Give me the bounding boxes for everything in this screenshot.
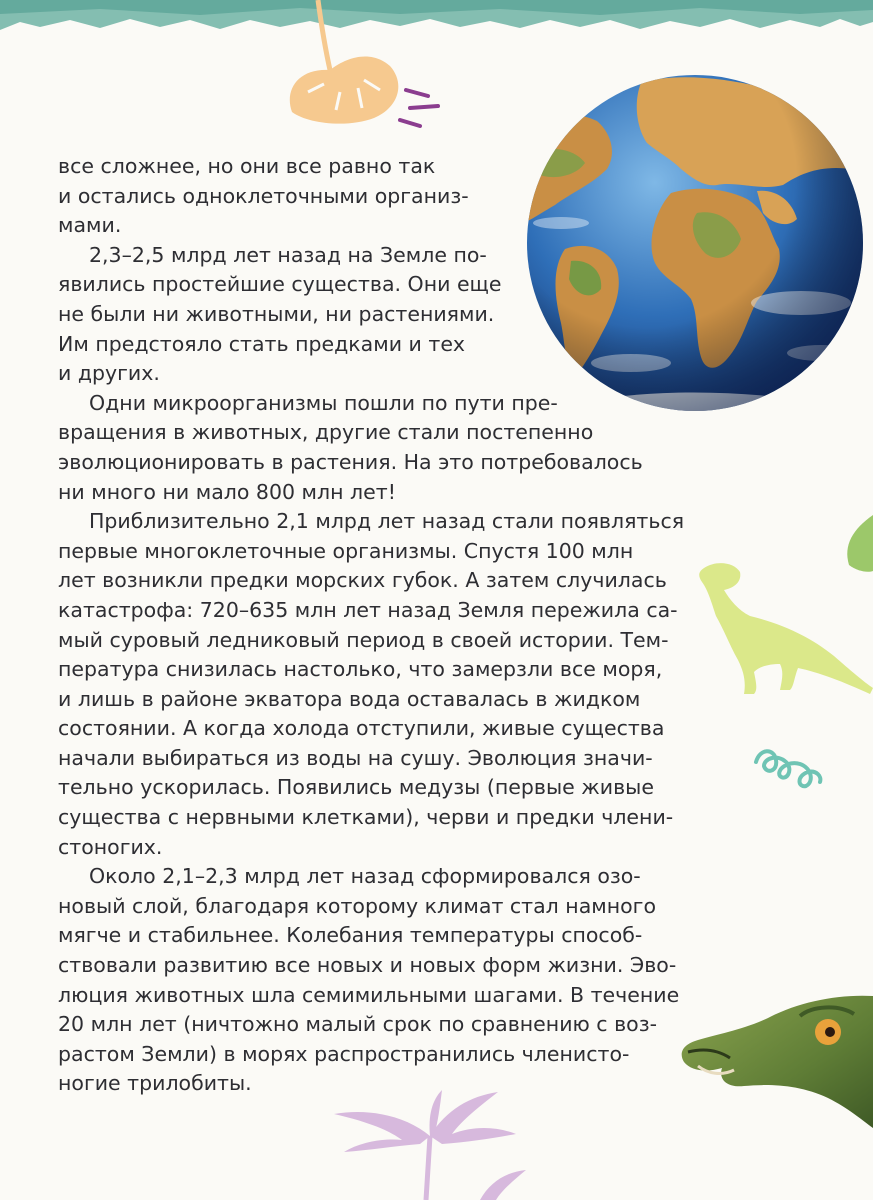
- text-line: Одни микроорганизмы пошли по пути пре-: [89, 390, 558, 415]
- text-line: все сложнее, но они все равно так: [58, 154, 436, 178]
- text-line: новый слой, благодаря которому климат стал намного: [58, 893, 656, 918]
- text-line: ногие трилобиты.: [58, 1071, 252, 1096]
- text-line: мый суровый ледниковый период в своей истории. Тем-: [58, 627, 669, 652]
- text-line: растом Земли) в морях распространились членисто-: [58, 1041, 630, 1066]
- text-line: вращения в животных, другие стали постепенно: [58, 420, 594, 445]
- text-line: ствовали развитию все новых и новых форм жизни. Эво-: [58, 953, 677, 978]
- text-line: и остались одноклеточными организ-: [58, 183, 469, 208]
- dinosaur-silhouette-icon: [694, 560, 873, 700]
- text-line: состоянии. А когда холода отступили, живые существа: [58, 716, 665, 741]
- paragraph-1: [58, 152, 684, 241]
- text-line: Им предстояло стать предками и тех: [58, 331, 466, 356]
- text-line: первые многоклеточные организмы. Спустя 100 млн: [58, 538, 634, 563]
- text-line: стоногих.: [58, 834, 163, 859]
- text-line: Около 2,1–2,3 млрд лет назад сформировался озо-: [89, 864, 641, 889]
- swirl-icon: [752, 742, 824, 792]
- text-line: катастрофа: 720–635 млн лет назад Земля пережила са-: [58, 597, 678, 622]
- text-line: мягче и стабильнее. Колебания температуры способ-: [58, 923, 643, 948]
- text-line: лет возникли предки морских губок. А затем случилась: [58, 568, 667, 593]
- text-line: эволюционировать в растения. На это потребовалось: [58, 449, 643, 474]
- text-line: тельно ускорилась. Появились медузы (первые живые: [58, 775, 654, 800]
- text-line: начали выбираться из воды на сушу. Эволюция значи-: [58, 745, 653, 770]
- leaf-icon: [278, 0, 453, 130]
- paragraph-4: [58, 507, 684, 862]
- text-line: Приблизительно 2,1 млрд лет назад стали появляться: [89, 509, 685, 534]
- text-line: не были ни животными, ни растениями.: [58, 301, 495, 326]
- dinosaur-head-illustration: [678, 988, 873, 1128]
- palm-leaf-icon: [330, 1090, 540, 1200]
- text-line: существа с нервными клетками), черви и предки члени-: [58, 805, 674, 830]
- text-line: люция животных шла семимильными шагами. В течение: [58, 982, 680, 1007]
- text-line: пература снизилась настолько, что замерзли все моря,: [58, 657, 663, 682]
- text-line: и других.: [58, 361, 160, 386]
- text-line: мами.: [58, 213, 122, 238]
- text-line: 20 млн лет (ничтожно малый срок по сравнению с воз-: [58, 1012, 658, 1037]
- paragraph-2: [58, 241, 684, 389]
- text-line: 2,3–2,5 млрд лет назад на Земле по-: [89, 242, 487, 267]
- paragraph-5: [58, 862, 684, 1099]
- text-line: ни много ни мало 800 млн лет!: [58, 479, 396, 504]
- text-line: и лишь в районе экватора вода оставалась в жидком: [58, 686, 641, 711]
- article-text: [58, 152, 684, 1099]
- paragraph-3: [58, 389, 684, 507]
- text-line: явились простейшие существа. Они еще: [58, 272, 502, 297]
